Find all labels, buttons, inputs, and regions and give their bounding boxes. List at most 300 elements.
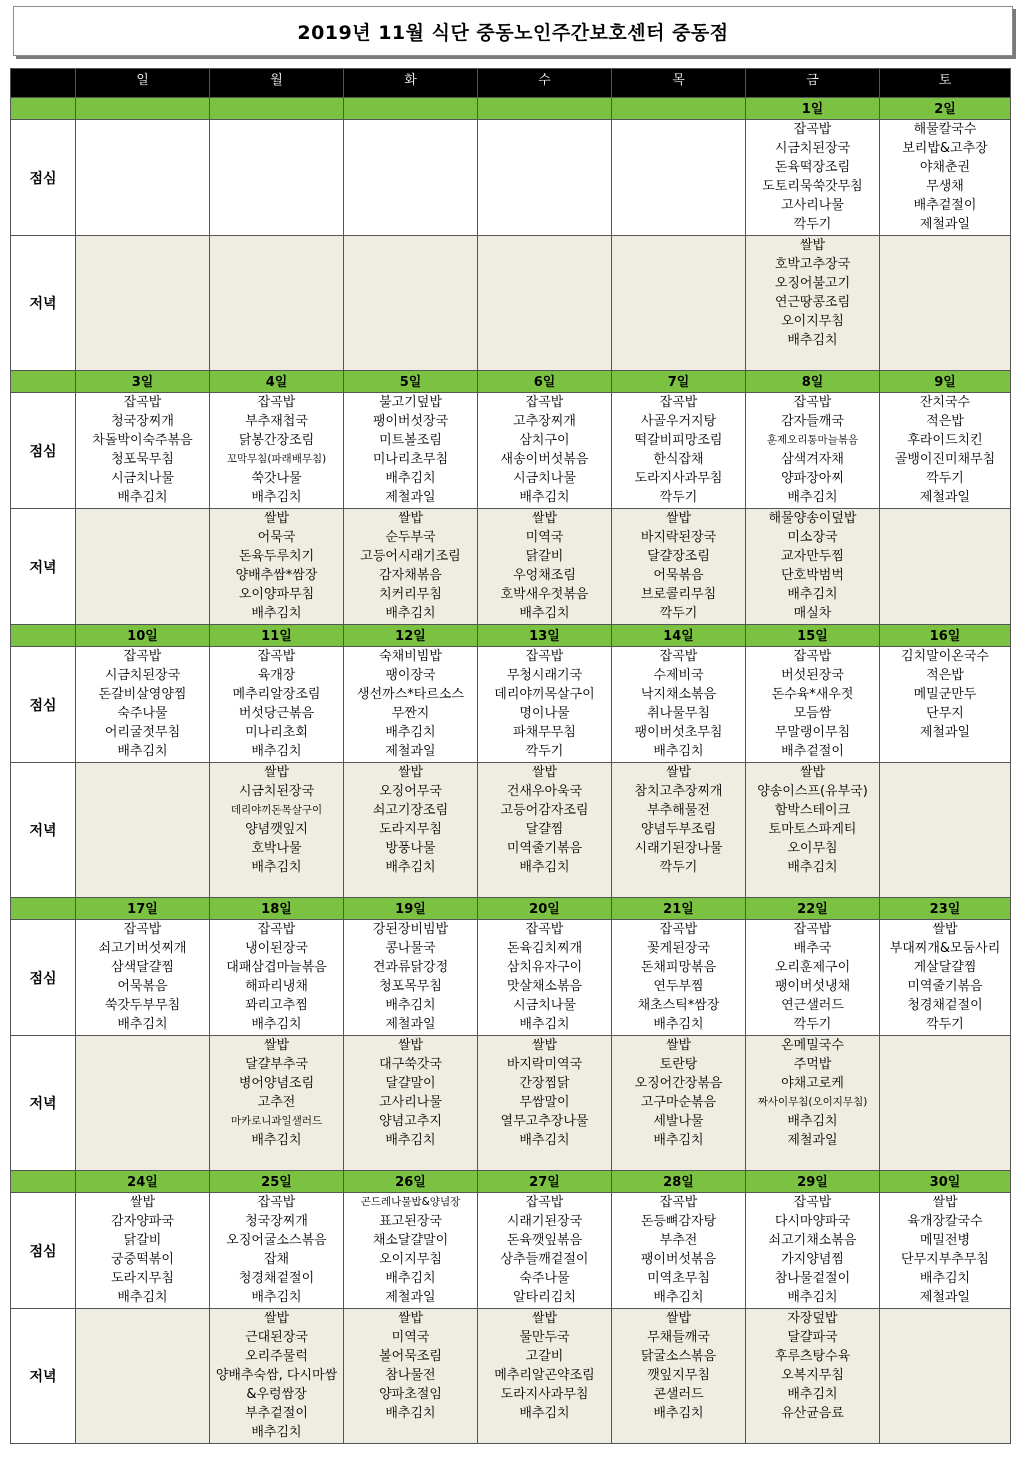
menu-item: 달걀장조림 (647, 549, 710, 564)
lunch-menu-cell (478, 1193, 612, 1309)
dinner-menu-cell (880, 236, 1011, 371)
menu-item: 청국장찌개 (245, 1214, 308, 1229)
date-cell: 27일 (478, 1171, 612, 1193)
lunch-menu-cell (880, 120, 1011, 236)
dinner-menu-cell (76, 236, 210, 371)
menu-item: 잡곡밥 (525, 649, 564, 664)
menu-item: 우엉채조림 (513, 568, 576, 583)
dinner-menu-cell (612, 236, 746, 371)
menu-item: 청포묵무침 (111, 452, 174, 467)
menu-item: 배추김치 (653, 1406, 704, 1421)
menu-item: 쌀밥 (932, 1195, 958, 1210)
page-title: 2019년 11월 식단 중동노인주간보호센터 중동점 (297, 21, 729, 44)
menu-item: 고구마순볶음 (640, 1095, 717, 1110)
date-cell: 10일 (76, 625, 210, 647)
menu-item: 제철과일 (919, 490, 971, 505)
menu-item: 무생채 (926, 179, 964, 194)
menu-item: 배추김치 (117, 490, 168, 505)
lunch-menu-cell (612, 647, 746, 763)
menu-item: 표고된장국 (379, 1214, 442, 1229)
menu-item: 잡곡밥 (123, 922, 162, 937)
date-cell: 2일 (880, 98, 1011, 120)
menu-item: 볼어묵조림 (379, 1349, 442, 1364)
menu-item: 배추김치 (519, 1406, 570, 1421)
menu-item: 무말랭이무침 (774, 725, 851, 740)
dinner-menu-cell (210, 1309, 344, 1444)
menu-item: 고추장찌개 (513, 414, 576, 429)
weekday-sun: 일 (76, 69, 210, 98)
menu-item: 배추김치 (251, 1425, 302, 1440)
menu-item: 배추김치 (787, 860, 838, 875)
menu-item: 육개장 (257, 668, 296, 683)
dinner-menu-cell (746, 236, 880, 371)
lunch-menu-cell (344, 1193, 478, 1309)
menu-item: 자장덮밥 (787, 1311, 838, 1326)
date-cell: 28일 (612, 1171, 746, 1193)
menu-item: 버섯된장국 (781, 668, 844, 683)
menu-item: 적은밥 (926, 668, 964, 683)
date-cell: 13일 (478, 625, 612, 647)
menu-item: 쌀밥 (799, 238, 826, 253)
dinner-menu-cell (746, 1309, 880, 1444)
menu-item: 시금치된장국 (238, 784, 315, 799)
menu-item: 호박고추장국 (774, 257, 851, 272)
dinner-menu-cell (344, 1036, 478, 1171)
menu-item: 방풍나물 (385, 841, 436, 856)
menu-item: 도라지사과무침 (500, 1387, 589, 1402)
menu-item: 숙주나물 (117, 706, 168, 721)
menu-item: 어묵볶음 (653, 568, 704, 583)
menu-item: 쌀밥 (531, 511, 558, 526)
menu-item: 팽이버섯초무침 (634, 725, 723, 740)
menu-item: 닭갈비 (525, 549, 564, 564)
menu-item: 시금치된장국 (104, 668, 181, 683)
menu-item: 청포목무침 (379, 979, 442, 994)
date-cell: 17일 (76, 898, 210, 920)
menu-item: 배추김치 (251, 860, 302, 875)
menu-item: 호박새우젓볶음 (500, 587, 589, 602)
dinner-menu-cell (210, 236, 344, 371)
lunch-menu-cell (612, 920, 746, 1036)
menu-item: 잡곡밥 (659, 922, 698, 937)
date-cell: 12일 (344, 625, 478, 647)
menu-item: 도라지무침 (379, 822, 442, 837)
menu-item: 알타리김치 (513, 1290, 576, 1305)
menu-item: 도토리묵쑥갓무침 (762, 179, 863, 194)
lunch-menu-cell (746, 1193, 880, 1309)
date-row (11, 98, 1011, 120)
menu-item: 배추김치 (385, 998, 436, 1013)
menu-item: 훈제오리통마늘볶음 (766, 434, 859, 446)
dinner-menu-cell (344, 509, 478, 625)
date-cell: 14일 (612, 625, 746, 647)
menu-item: 미역줄기볶음 (907, 979, 983, 994)
menu-item: 모듬쌈 (793, 706, 832, 721)
date-row-label (11, 1171, 76, 1193)
menu-item: 쌀밥 (397, 765, 424, 780)
weekday-thu: 목 (612, 69, 746, 98)
menu-item: 바지락미역국 (506, 1057, 583, 1072)
lunch-row (11, 393, 1011, 509)
menu-calendar (10, 68, 1011, 1444)
dinner-row (11, 1309, 1011, 1444)
menu-item: 잡곡밥 (659, 649, 698, 664)
menu-item: 양파장아찌 (781, 471, 844, 486)
menu-item: 미소장국 (787, 530, 838, 545)
menu-item: 주먹밥 (793, 1057, 832, 1072)
menu-item: 보리밥&고추장 (902, 141, 988, 156)
menu-item: 간장찜닭 (519, 1076, 570, 1091)
date-cell: 30일 (880, 1171, 1011, 1193)
menu-item: 쌀밥 (799, 765, 826, 780)
menu-item: 쌀밥 (263, 1311, 290, 1326)
menu-item: 어묵볶음 (117, 979, 168, 994)
menu-item: 쌀밥 (665, 1038, 692, 1053)
menu-item: 팽이버섯장국 (372, 414, 449, 429)
menu-item: 감자들깨국 (781, 414, 844, 429)
lunch-menu-cell (76, 647, 210, 763)
menu-item: 시금치나물 (513, 998, 576, 1013)
menu-item: 쑥갓두부무침 (104, 998, 181, 1013)
menu-item: 돈육깻잎볶음 (506, 1233, 583, 1248)
date-cell (612, 98, 746, 120)
menu-item: 낙지채소볶음 (640, 687, 717, 702)
weekday-tue: 화 (344, 69, 478, 98)
date-row-label (11, 371, 76, 393)
menu-item: 팽이장국 (385, 668, 436, 683)
lunch-menu-cell (210, 920, 344, 1036)
menu-item: 부대찌개&모둠사리 (889, 941, 1001, 956)
menu-item: 달걀말이 (385, 1076, 436, 1091)
menu-item: 콩나물국 (385, 941, 436, 956)
menu-item: 쌀밥 (665, 1311, 692, 1326)
menu-item: 파채무무침 (513, 725, 576, 740)
menu-item: 어묵국 (257, 530, 296, 545)
menu-item: 온메밀국수 (781, 1038, 844, 1053)
menu-item: 달걀찜 (525, 822, 564, 837)
menu-item: 배추김치 (385, 1406, 436, 1421)
date-cell (76, 98, 210, 120)
menu-item: 쇠고기채소볶음 (768, 1233, 857, 1248)
menu-item: 배추김치 (519, 860, 570, 875)
menu-item: 깍두기 (926, 471, 964, 486)
date-cell: 15일 (746, 625, 880, 647)
menu-item: 근대된장국 (245, 1330, 308, 1345)
menu-item: 배추겉절이 (913, 198, 977, 213)
menu-item: 배추김치 (787, 587, 838, 602)
lunch-menu-cell (344, 393, 478, 509)
menu-item: 열무고추장나물 (500, 1114, 589, 1129)
menu-item: 부추전 (659, 1233, 698, 1248)
calendar-body (11, 69, 1011, 1444)
lunch-label: 점심 (11, 120, 76, 236)
date-row-label (11, 625, 76, 647)
date-cell: 1일 (746, 98, 880, 120)
lunch-menu-cell (76, 393, 210, 509)
menu-item: 쌀밥 (531, 765, 558, 780)
menu-item: 깍두기 (793, 1017, 832, 1032)
menu-item: 돈갈비살영양찜 (98, 687, 187, 702)
menu-item: 잡곡밥 (257, 922, 296, 937)
menu-item: 달걀파국 (787, 1330, 838, 1345)
dinner-menu-cell (478, 1036, 612, 1171)
menu-item: 치커리무침 (379, 587, 442, 602)
dinner-menu-cell (880, 1036, 1011, 1171)
menu-item: 양념깻잎지 (245, 822, 308, 837)
menu-item: 적은밥 (926, 414, 964, 429)
menu-item: 오복지무침 (781, 1368, 844, 1383)
menu-item: 배추김치 (787, 1387, 838, 1402)
menu-item: 삼치구이 (519, 433, 570, 448)
weekday-sat: 토 (880, 69, 1011, 98)
menu-item: 배추김치 (653, 744, 704, 759)
dinner-menu-cell (746, 509, 880, 625)
dinner-menu-cell (76, 763, 210, 898)
menu-item: 시래기된장국 (506, 1214, 583, 1229)
menu-item: 단호박범벅 (781, 568, 844, 583)
lunch-menu-cell (344, 647, 478, 763)
menu-item: 배추김치 (385, 606, 436, 621)
menu-item: 야채춘권 (919, 160, 971, 175)
menu-item: 병어양념조림 (238, 1076, 315, 1091)
menu-item: 미트볼조림 (379, 433, 442, 448)
lunch-row (11, 920, 1011, 1036)
menu-item: 세발나물 (653, 1114, 704, 1129)
dinner-label: 저녁 (11, 763, 76, 898)
menu-item: 양배추쌈*쌈장 (235, 568, 318, 583)
menu-item: 잡곡밥 (793, 649, 832, 664)
menu-item: 대패삼겹마늘볶음 (226, 960, 327, 975)
menu-item: 교자만두찜 (781, 549, 844, 564)
menu-item: 잡곡밥 (257, 1195, 296, 1210)
menu-item: 짜사이무침(오이지무침) (757, 1096, 868, 1108)
menu-item: 부추재첩국 (245, 414, 308, 429)
date-cell (210, 98, 344, 120)
menu-item: 무짠지 (391, 706, 430, 721)
menu-item: 꼬막무침(파래배무침) (226, 453, 327, 465)
menu-item: 고갈비 (525, 1349, 564, 1364)
menu-item: 배추김치 (653, 1133, 704, 1148)
menu-item: 바지락된장국 (640, 530, 717, 545)
menu-item: 감자채볶음 (379, 568, 442, 583)
menu-item: 깻잎지무침 (647, 1368, 710, 1383)
menu-item: 곤드레나물밥&양념장 (360, 1196, 461, 1208)
lunch-menu-cell (612, 393, 746, 509)
lunch-menu-cell (880, 393, 1011, 509)
date-cell: 5일 (344, 371, 478, 393)
dinner-menu-cell (478, 763, 612, 898)
date-row-label (11, 98, 76, 120)
menu-item: 잡곡밥 (659, 395, 698, 410)
menu-item: 쑥갓나물 (251, 471, 302, 486)
dinner-menu-cell (478, 236, 612, 371)
menu-item: 배추김치 (251, 1290, 302, 1305)
menu-item: 연근땅콩조림 (774, 295, 851, 310)
lunch-menu-cell (746, 120, 880, 236)
menu-item: 오징어무국 (379, 784, 442, 799)
menu-item: 제철과일 (919, 1290, 971, 1305)
dinner-row (11, 509, 1011, 625)
menu-item: 닭갈비 (123, 1233, 162, 1248)
menu-item: 잔치국수 (919, 395, 971, 410)
dinner-menu-cell (746, 1036, 880, 1171)
date-cell: 24일 (76, 1171, 210, 1193)
menu-item: 잡곡밥 (123, 395, 162, 410)
menu-item: 김치말이온국수 (901, 649, 989, 664)
menu-item: 배추김치 (251, 606, 302, 621)
dinner-label: 저녁 (11, 1309, 76, 1444)
menu-item: 깍두기 (659, 606, 698, 621)
menu-item: 잡곡밥 (793, 922, 832, 937)
menu-item: 잡곡밥 (525, 922, 564, 937)
lunch-menu-cell (746, 393, 880, 509)
date-cell: 18일 (210, 898, 344, 920)
date-cell: 3일 (76, 371, 210, 393)
menu-item: 깍두기 (926, 1017, 964, 1032)
menu-item: 수제비국 (653, 668, 704, 683)
menu-item: 꽈리고추찜 (245, 998, 308, 1013)
menu-item: 함박스테이크 (774, 803, 851, 818)
lunch-label: 점심 (11, 393, 76, 509)
menu-item: 고사리나물 (781, 198, 844, 213)
date-cell: 23일 (880, 898, 1011, 920)
dinner-menu-cell (746, 763, 880, 898)
menu-item: 부추해물전 (647, 803, 710, 818)
dinner-menu-cell (612, 1036, 746, 1171)
menu-item: 양배추숙쌈, 다시마쌈 (215, 1368, 338, 1383)
dinner-menu-cell (478, 509, 612, 625)
menu-item: 생선까스*타르소스 (357, 687, 464, 702)
menu-item: 고추전 (257, 1095, 296, 1110)
menu-item: 제철과일 (787, 1133, 838, 1148)
dinner-menu-cell (344, 763, 478, 898)
date-cell: 11일 (210, 625, 344, 647)
lunch-menu-cell (746, 647, 880, 763)
menu-item: 토마토스파게티 (768, 822, 857, 837)
menu-item: 깍두기 (793, 217, 832, 232)
title-box (13, 6, 1013, 56)
weekday-header-row (11, 69, 1011, 98)
lunch-menu-cell (76, 920, 210, 1036)
menu-item: 상추들깨겉절이 (500, 1252, 589, 1267)
menu-item: 오징어불고기 (774, 276, 851, 291)
menu-item: 후루츠탕수육 (774, 1349, 851, 1364)
menu-item: 잡곡밥 (525, 395, 564, 410)
menu-item: 대구쑥갓국 (379, 1057, 442, 1072)
date-cell: 6일 (478, 371, 612, 393)
menu-item: 미역초무침 (647, 1271, 710, 1286)
menu-item: 양송이스프(유부국) (757, 784, 868, 799)
dinner-menu-cell (612, 763, 746, 898)
menu-item: 호박나물 (251, 841, 302, 856)
menu-item: 잡곡밥 (257, 649, 296, 664)
menu-item: 배추김치 (919, 1271, 971, 1286)
menu-item: 오리주물럭 (245, 1349, 308, 1364)
menu-item: 새송이버섯볶음 (500, 452, 589, 467)
menu-item: 돈채피망볶음 (640, 960, 717, 975)
menu-item: 잡곡밥 (123, 649, 162, 664)
menu-item: 닭봉간장조림 (238, 433, 315, 448)
dinner-menu-cell (76, 1309, 210, 1444)
dinner-menu-cell (210, 763, 344, 898)
lunch-menu-cell (746, 920, 880, 1036)
date-cell: 25일 (210, 1171, 344, 1193)
menu-item: 맛살채소볶음 (506, 979, 583, 994)
lunch-menu-cell (478, 920, 612, 1036)
menu-item: 팽이버섯볶음 (640, 1252, 717, 1267)
menu-item: 고사리나물 (379, 1095, 442, 1110)
menu-item: 단무지부추무침 (901, 1252, 989, 1267)
lunch-menu-cell (210, 647, 344, 763)
menu-item: 참나물겉절이 (774, 1271, 851, 1286)
menu-item: 제철과일 (385, 744, 436, 759)
menu-item: 연근샐러드 (781, 998, 844, 1013)
menu-item: 삼치유자구이 (506, 960, 583, 975)
menu-item: 메추리알곤약조림 (494, 1368, 595, 1383)
menu-item: 돈육두루치기 (238, 549, 315, 564)
lunch-menu-cell (344, 120, 478, 236)
menu-item: 취나물무침 (647, 706, 710, 721)
menu-item: 쌀밥 (263, 511, 290, 526)
menu-item: 쌀밥 (531, 1038, 558, 1053)
menu-item: 쌀밥 (397, 1311, 424, 1326)
menu-item: 무청시래기국 (506, 668, 583, 683)
menu-item: 연두부찜 (653, 979, 704, 994)
dinner-menu-cell (880, 763, 1011, 898)
dinner-menu-cell (76, 1036, 210, 1171)
menu-item: 깍두기 (525, 744, 564, 759)
lunch-menu-cell (880, 647, 1011, 763)
menu-item: 제철과일 (919, 725, 971, 740)
lunch-row (11, 647, 1011, 763)
menu-item: 무채들깨국 (647, 1330, 710, 1345)
menu-item: 오이무침 (787, 841, 838, 856)
menu-item: 미역줄기볶음 (506, 841, 583, 856)
weekday-wed: 수 (478, 69, 612, 98)
menu-item: 잡곡밥 (257, 395, 296, 410)
menu-item: 배추김치 (519, 1133, 570, 1148)
menu-item: 토란탕 (659, 1057, 698, 1072)
menu-item: 삼색달걀찜 (111, 960, 174, 975)
date-cell (344, 98, 478, 120)
lunch-menu-cell (210, 1193, 344, 1309)
menu-item: 배추김치 (787, 1114, 838, 1129)
menu-item: 게살달걀찜 (913, 960, 977, 975)
dinner-menu-cell (612, 509, 746, 625)
menu-item: 깍두기 (659, 490, 698, 505)
menu-item: 배추김치 (519, 606, 570, 621)
menu-item: 잡곡밥 (793, 122, 832, 137)
dinner-row (11, 236, 1011, 371)
menu-item: 오이지무침 (379, 1252, 442, 1267)
menu-item: 깍두기 (659, 860, 698, 875)
menu-item: 배추김치 (251, 490, 302, 505)
menu-item: 시금치나물 (513, 471, 576, 486)
menu-item: 오리훈제구이 (774, 960, 851, 975)
dinner-menu-cell (76, 509, 210, 625)
menu-item: 시금치된장국 (774, 141, 851, 156)
menu-item: 청경채겉절이 (238, 1271, 315, 1286)
date-cell: 29일 (746, 1171, 880, 1193)
lunch-menu-cell (880, 1193, 1011, 1309)
lunch-label: 점심 (11, 647, 76, 763)
lunch-menu-cell (478, 393, 612, 509)
menu-item: 참치고추장찌개 (634, 784, 723, 799)
lunch-menu-cell (76, 1193, 210, 1309)
menu-item: 돈수육*새우젓 (771, 687, 854, 702)
menu-item: 잡곡밥 (793, 1195, 832, 1210)
menu-item: 쇠고기장조림 (372, 803, 449, 818)
